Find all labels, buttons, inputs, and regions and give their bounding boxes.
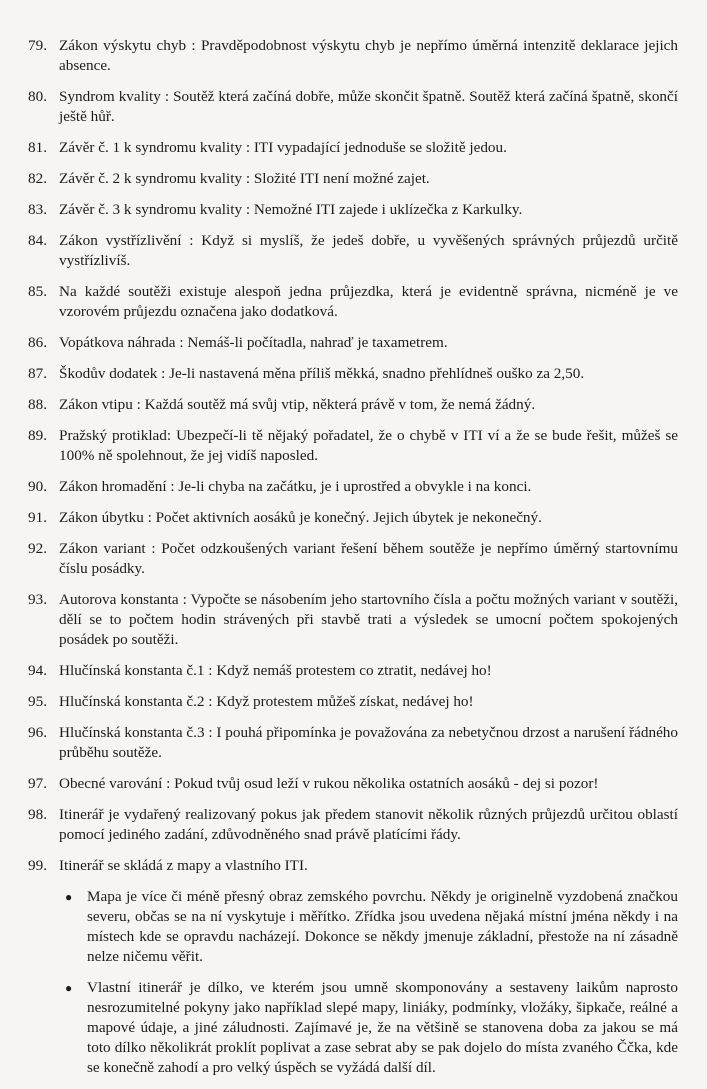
item-number: 88. — [28, 396, 47, 413]
item-number: 87. — [28, 365, 47, 382]
list-item — [28, 692, 678, 712]
item-number: 80. — [28, 88, 47, 105]
item-text: Hlučínská konstanta č.3 : I pouhá připomínka je považována za nebetyčnou drzost a narušení řádného průběhu soutěže. — [59, 724, 678, 761]
list-item — [28, 395, 678, 415]
item-text: Závěr č. 2 k syndromu kvality : Složité ITI není možné zajet. — [59, 170, 430, 187]
item-text: Autorova konstanta : Vypočte se násobením jeho startovního čísla a počtu možných variant v soutěži, dělí se to počtem hodin strávených při stavbě trati a výsledek se umocní počtem spokojených posádek po soutěži. — [59, 591, 678, 648]
item-text: Zákon úbytku : Počet aktivních aosáků je konečný. Jejich úbytek je nekonečný. — [59, 509, 542, 526]
list-item — [28, 138, 678, 158]
list-item — [28, 856, 678, 876]
law-list — [28, 36, 678, 1089]
list-item — [28, 539, 678, 579]
item-number: 81. — [28, 139, 47, 156]
list-item — [28, 364, 678, 384]
item-text: Závěr č. 1 k syndromu kvality : ITI vypadající jednoduše se složitě jedou. — [59, 139, 507, 156]
item-number: 79. — [28, 37, 47, 54]
item-text: Zákon variant : Počet odzkoušených variant řešení během soutěže je nepřímo úměrný startovnímu číslu posádky. — [59, 540, 678, 577]
list-item — [28, 282, 678, 322]
item-number: 92. — [28, 540, 47, 557]
item-number: 83. — [28, 201, 47, 218]
item-number: 96. — [28, 724, 47, 741]
bullet-text: Mapa je více či méně přesný obraz zemského povrchu. Někdy je originelně vyzdobená značkou severu, občas se na ní vyskytuje i měřítko. Zřídka jsou uvedena nějaká místní jména někdy i na místech kde se opravdu nacházejí. Dokonce se někdy jmenuje základní, přestože na ní zásadně nelze ničemu věřit. — [87, 888, 678, 965]
list-item — [28, 169, 678, 189]
item-number: 82. — [28, 170, 47, 187]
list-item — [28, 590, 678, 650]
item-number: 85. — [28, 283, 47, 300]
item-text: Zákon hromadění : Je-li chyba na začátku, je i uprostřed a obvykle i na konci. — [59, 478, 532, 495]
list-item — [28, 661, 678, 681]
item-number: 91. — [28, 509, 47, 526]
bullet-text: Vlastní itinerář je dílko, ve kterém jsou umně skomponovány a sestaveny laikům naprosto nesrozumitelné pokyny jako například slepé mapy, liniáky, podmínky, vložáky, šipkače, reálné a mapové údaje, a jiné záludnosti. Zajímavé je, že na většině se stanovena doba za jakou se má toto dílko několikrát proklít poplivat a zase sebrat aby se pak dojelo do místa zvaného Ččka, kde se konečně zahodí a pro velký úspěch se vyžádá další díl. — [87, 979, 678, 1076]
item-text: Zákon vystřízlivění : Když si myslíš, že jedeš dobře, u vyvěšených správných průjezdů určitě vystřízlivíš. — [59, 232, 678, 269]
item-number: 99. — [28, 857, 47, 874]
item-text: Na každé soutěži existuje alespoň jedna průjezdka, která je evidentně správna, nicméně je ve vzorovém průjezdu označena jako dodatková. — [59, 283, 678, 320]
bullet-dot-icon: ● — [65, 890, 73, 904]
list-item — [28, 231, 678, 271]
item-number: 86. — [28, 334, 47, 351]
item-number: 97. — [28, 775, 47, 792]
list-item — [28, 805, 678, 845]
list-item — [28, 426, 678, 466]
item-number: 90. — [28, 478, 47, 495]
item-number: 98. — [28, 806, 47, 823]
item-text: Syndrom kvality : Soutěž která začíná dobře, může skončit špatně. Soutěž která začíná špatně, skončí ještě hůř. — [59, 88, 678, 125]
item-number: 93. — [28, 591, 47, 608]
item-text: Zákon výskytu chyb : Pravděpodobnost výskytu chyb je nepřímo úměrná intenzitě deklarace jejich absence. — [59, 37, 678, 74]
item-text: Škodův dodatek : Je-li nastavená měna příliš měkká, snadno přehlídneš ouško za 2,50. — [59, 365, 585, 382]
list-item — [28, 200, 678, 220]
list-item — [28, 508, 678, 528]
list-item — [28, 774, 678, 794]
item-text: Hlučínská konstanta č.1 : Když nemáš protestem co ztratit, nedávej ho! — [59, 662, 492, 679]
item-text: Zákon vtipu : Každá soutěž má svůj vtip, některá právě v tom, že nemá žádný. — [59, 396, 536, 413]
list-item — [28, 333, 678, 353]
bullet-item — [61, 887, 678, 967]
list-item — [28, 723, 678, 763]
item-text: Pražský protiklad: Ubezpečí-li tě nějaký pořadatel, že o chybě v ITI ví a že se bude řešit, můžeš se 100% ně spolehnout, že jej vidíš naposled. — [59, 427, 678, 464]
item-text: Vopátkova náhrada : Nemáš-li počítadla, nahraď je taxametrem. — [59, 334, 448, 351]
item-number: 94. — [28, 662, 47, 679]
item-text: Závěr č. 3 k syndromu kvality : Nemožné ITI zajede i uklízečka z Karkulky. — [59, 201, 523, 218]
list-item — [28, 477, 678, 497]
item-number: 84. — [28, 232, 47, 249]
bullet-item — [61, 978, 678, 1078]
item-number: 89. — [28, 427, 47, 444]
item-text: Hlučínská konstanta č.2 : Když protestem můžeš získat, nedávej ho! — [59, 693, 474, 710]
item-text: Itinerář je vydařený realizovaný pokus jak předem stanovit několik různých průjezdů určitou oblastí pomocí jediného zadání, zdůvodněného snad právě platícími řády. — [59, 806, 678, 843]
item-number: 95. — [28, 693, 47, 710]
item-text: Itinerář se skládá z mapy a vlastního ITI. — [59, 857, 308, 874]
list-item — [28, 36, 678, 76]
itinerary-bullets — [28, 887, 678, 1078]
item-text: Obecné varování : Pokud tvůj osud leží v rukou několika ostatních aosáků - dej si pozor! — [59, 775, 599, 792]
list-item — [28, 87, 678, 127]
bullet-dot-icon: ● — [65, 981, 73, 995]
